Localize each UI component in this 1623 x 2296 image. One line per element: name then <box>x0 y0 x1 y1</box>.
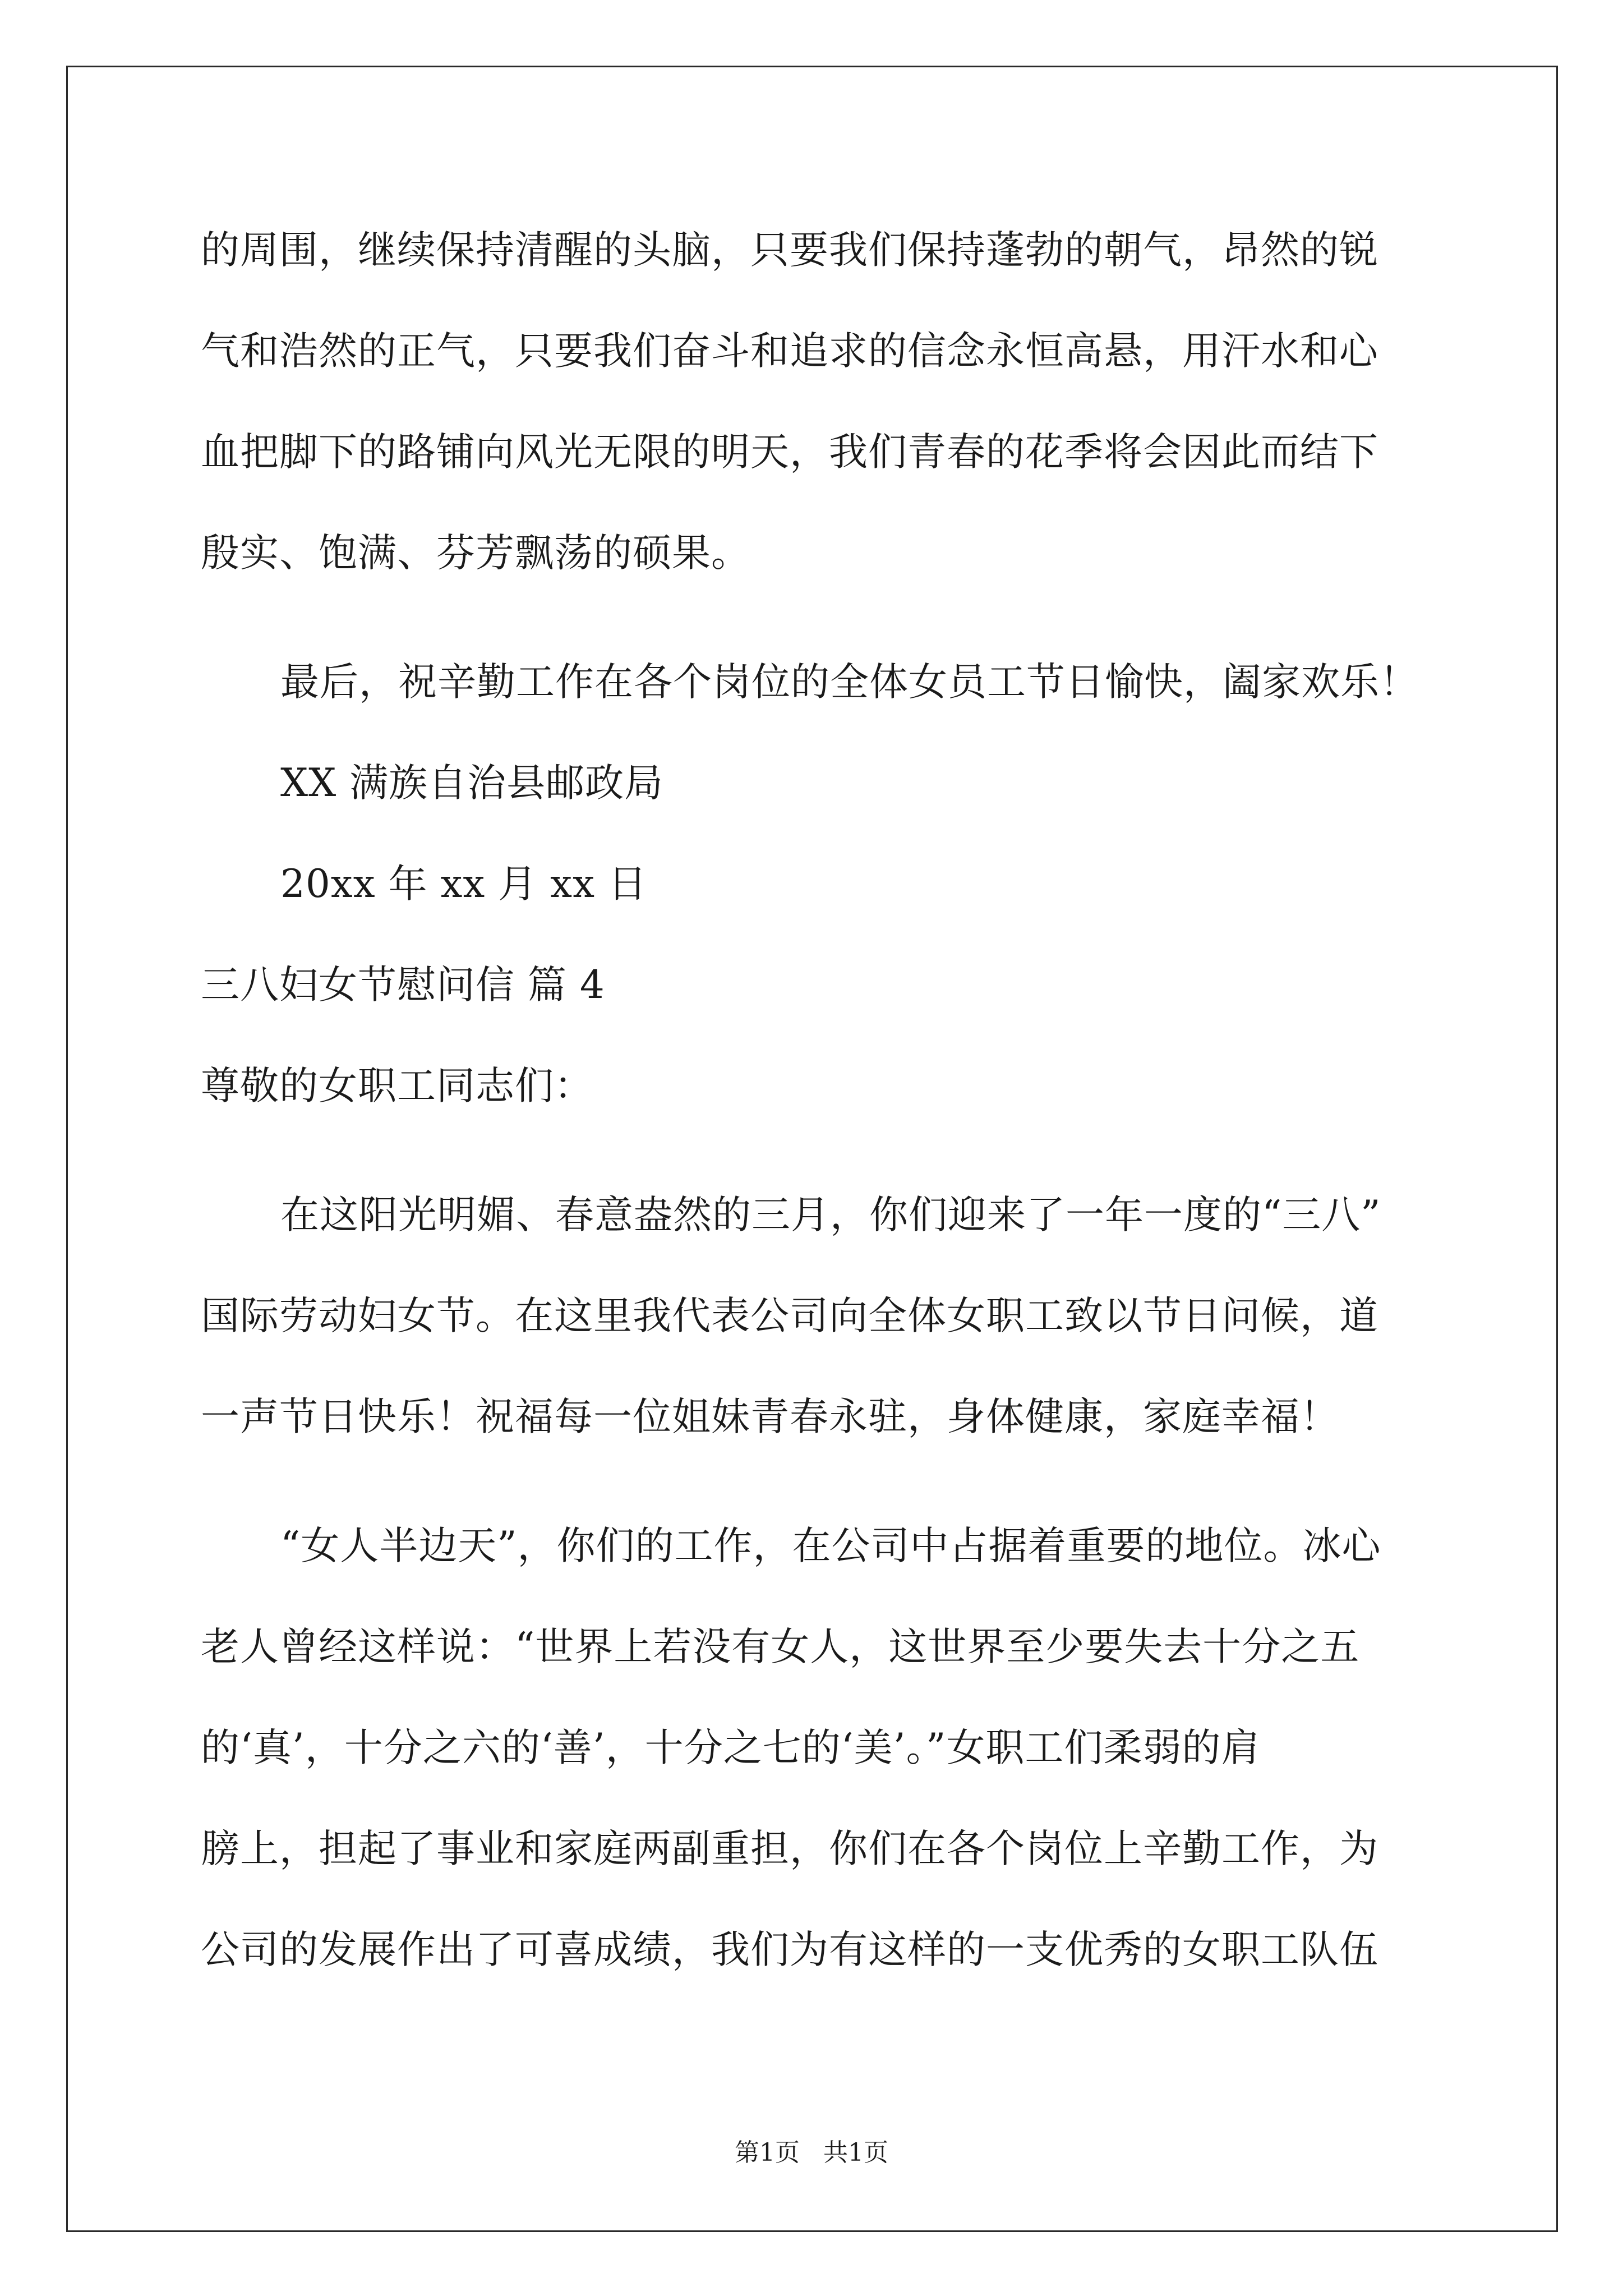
body-line: 的周围，继续保持清醒的头脑，只要我们保持蓬勃的朝气，昂然的锐 <box>201 228 1378 273</box>
salutation: 尊敬的女职工同志们： <box>201 1064 593 1108</box>
body-line: 一声节日快乐！祝福每一位姐妹青春永驻，身体健康，家庭幸福！ <box>201 1395 1339 1439</box>
body-line: 膀上，担起了事业和家庭两副重担，你们在各个岗位上辛勤工作，为 <box>201 1826 1378 1871</box>
body-line: “女人半边天”，你们的工作，在公司中占据着重要的地位。冰心 <box>280 1524 1381 1568</box>
page-number-footer: 第1页 共1页 <box>735 2138 888 2167</box>
body-line: 气和浩然的正气，只要我们奋斗和追求的信念永恒高悬，用汗水和心 <box>201 329 1378 374</box>
closing-wish: 最后，祝辛勤工作在各个岗位的全体女员工节日愉快，阖家欢乐！ <box>280 660 1419 705</box>
section-heading: 三八妇女节慰问信 篇 4 <box>201 963 605 1007</box>
body-line: 血把脚下的路铺向风光无限的明天，我们青春的花季将会因此而结下 <box>201 430 1378 475</box>
body-line: 的‘真’，十分之六的‘善’，十分之七的‘美’。”女职工们柔弱的肩 <box>201 1726 1261 1770</box>
signature-date: 20xx 年 xx 月 xx 日 <box>280 862 647 907</box>
body-line: 国际劳动妇女节。在这里我代表公司向全体女职工致以节日问候，道 <box>201 1294 1378 1338</box>
body-line: 公司的发展作出了可喜成绩，我们为有这样的一支优秀的女职工队伍 <box>201 1927 1378 1972</box>
signature-organization: XX 满族自治县邮政局 <box>280 761 664 806</box>
body-line: 殷实、饱满、芬芳飘荡的硕果。 <box>201 531 750 576</box>
body-line: 在这阳光明媚、春意盎然的三月，你们迎来了一年一度的“三八” <box>280 1193 1381 1237</box>
body-line: 老人曾经这样说：“世界上若没有女人，这世界至少要失去十分之五 <box>201 1625 1360 1669</box>
page-border <box>66 66 1558 2232</box>
